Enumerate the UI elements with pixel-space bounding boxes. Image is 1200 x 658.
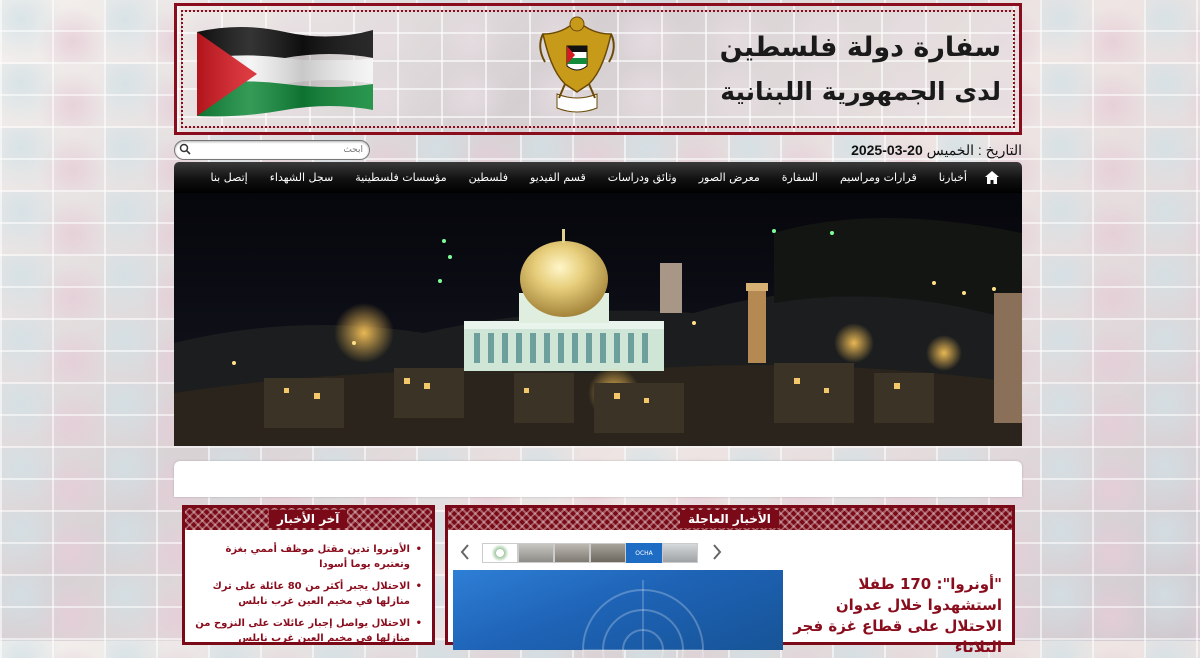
nav-item-documents[interactable]: وثائق ودراسات <box>607 171 677 184</box>
slider-thumbnail[interactable] <box>590 543 626 563</box>
hero-illustration <box>174 193 1022 446</box>
content-top-strip <box>174 461 1022 497</box>
date-display <box>851 142 1022 159</box>
breaking-news-slider <box>448 538 1012 566</box>
palestine-eagle-emblem-icon <box>537 12 617 120</box>
breaking-news-header <box>448 508 1012 530</box>
latest-news-panel <box>182 505 435 645</box>
bullet-icon: • <box>415 618 422 629</box>
slider-thumbnail[interactable] <box>482 543 518 563</box>
banner-title-line2: لدى الجمهورية اللبنانية <box>720 77 1001 106</box>
breaking-news-feature-title[interactable]: "أونروا": 170 طفلا استشهدوا خلال عدوان الاحتلال على قطاع غزة فجر الثلاثاء <box>793 575 1002 656</box>
nav-item-institutions[interactable]: مؤسسات فلسطينية <box>355 171 447 184</box>
news-item-text: الاحتلال يواصل إجبار عائلات على النزوح من منازلها في مخيم العين غرب نابلس <box>195 618 410 644</box>
news-list-item[interactable] <box>191 616 422 646</box>
banner-title-line1: سفارة دولة فلسطين <box>719 32 1001 63</box>
news-item-text: الأونروا تدين مقتل موظف أممي بغزة وتعتبره يوما أسودا <box>225 544 410 570</box>
date-label: التاريخ : الخميس <box>926 142 1022 158</box>
bullet-icon: • <box>415 581 422 592</box>
chevron-right-icon[interactable] <box>710 542 724 562</box>
search-icon[interactable] <box>179 143 191 155</box>
latest-news-title: آخر الأخبار <box>269 510 347 528</box>
nav-item-palestine[interactable]: فلسطين <box>468 171 509 184</box>
palestine-flag-icon <box>195 22 373 118</box>
breaking-news-feature-image[interactable] <box>453 570 783 650</box>
nav-item-martyrs[interactable]: سجل الشهداء <box>269 171 334 184</box>
news-list-item[interactable] <box>191 579 422 609</box>
nav-item-embassy[interactable]: السفارة <box>781 171 818 184</box>
un-emblem-image <box>453 570 783 650</box>
nav-item-contact[interactable]: إتصل بنا <box>210 171 248 184</box>
nav-item-news[interactable]: أخبارنا <box>938 171 967 184</box>
latest-news-header <box>185 508 432 530</box>
search-input[interactable] <box>195 142 363 157</box>
main-navigation <box>174 162 1022 193</box>
nav-item-video[interactable]: قسم الفيديو <box>530 171 586 184</box>
hero-image-jerusalem-night <box>174 193 1022 446</box>
breaking-news-title: الأخبار العاجلة <box>680 510 779 528</box>
nav-item-photo-gallery[interactable]: معرض الصور <box>698 171 760 184</box>
nav-item-decisions[interactable]: قرارات ومراسيم <box>839 171 917 184</box>
date-value: 20-03-2025 <box>851 142 923 158</box>
nav-home-button[interactable] <box>978 171 1006 184</box>
site-banner <box>174 3 1022 135</box>
news-item-text: الاحتلال يجبر أكثر من 80 عائلة على ترك منازلها في مخيم العين غرب نابلس <box>212 581 410 607</box>
news-list-item[interactable] <box>191 542 422 572</box>
home-icon <box>985 171 999 184</box>
search-box <box>174 140 370 160</box>
bullet-icon: • <box>415 544 422 555</box>
breaking-news-panel <box>445 505 1015 656</box>
slider-thumbnail[interactable] <box>554 543 590 563</box>
chevron-left-icon[interactable] <box>458 542 472 562</box>
slider-thumbnail[interactable] <box>662 543 698 563</box>
slider-thumbnail[interactable] <box>518 543 554 563</box>
banner-title <box>681 26 1001 114</box>
latest-news-list <box>191 542 422 646</box>
slider-thumbnail-active[interactable]: OCHA <box>626 543 662 563</box>
page-container <box>174 0 1022 656</box>
